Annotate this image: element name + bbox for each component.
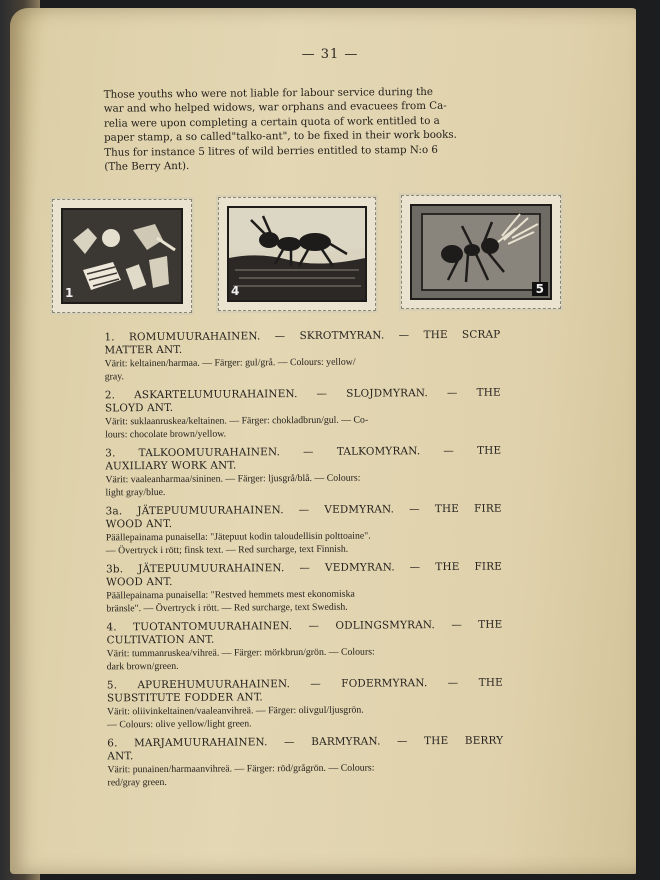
- page-number: — 31 —: [301, 47, 359, 62]
- entry-heading-line: MATTER ANT.: [104, 343, 183, 357]
- entry-colours-line: Värit: oliivinkeltainen/vaaleanvihreä. — Färger: olivgul/ljusgrön.: [107, 704, 364, 718]
- entry-heading-line: CULTIVATION ANT.: [106, 633, 215, 647]
- entry-heading-line: 2. ASKARTELUMUURAHAINEN. — SLOJDMYRAN. — THE: [104, 386, 501, 402]
- stamp-5: [401, 195, 561, 309]
- entry-colours-line: Värit: tummanruskea/vihreä. — Färger: mörkbrun/grön. — Colours:: [106, 646, 375, 660]
- list-item: [105, 387, 501, 442]
- cultivation-ant-stamp-icon: [227, 206, 367, 302]
- intro-line: Those youths who were not liable for labour service during the: [103, 85, 433, 101]
- entry-surcharge-line: bränsle". — Övertryck i rött. — Red surcharge, text Swedish.: [106, 601, 348, 615]
- entry-surcharge-line: Päällepainama punaisella: "Jätepuut kodin taloudellisin polttoaine".: [105, 530, 371, 544]
- list-item: [104, 329, 500, 384]
- intro-line: (The Berry Ant).: [104, 160, 190, 173]
- entry-colours-line: light gray/blue.: [105, 486, 166, 499]
- intro-line: war and who helped widows, war orphans and evacuees from Ca-: [103, 100, 447, 116]
- entry-heading-line: AUXILIARY WORK ANT.: [105, 459, 237, 473]
- entry-heading-line: WOOD ANT.: [105, 517, 173, 531]
- intro-line: relia were upon completing a certain quota of work entitled to a: [103, 114, 440, 130]
- stamp-1: [52, 199, 192, 313]
- entry-heading-line: 3a. JÄTEPUUMUURAHAINEN. — VEDMYRAN. — THE FIRE: [105, 502, 502, 518]
- entry-surcharge-line: Päällepainama punaisella: "Restved hemmets mest ekonomiska: [106, 588, 355, 602]
- entry-heading-line: ANT.: [107, 750, 134, 763]
- entry-colours-line: gray.: [104, 371, 124, 383]
- entry-heading-line: 1. ROMUMUURAHAINEN. — SKROTMYRAN. — THE SCRAP: [104, 328, 501, 344]
- stamp-number: 1: [65, 286, 74, 300]
- entry-colours-line: Värit: vaaleanharmaa/sininen. — Färger: ljusgrå/blå. — Colours:: [105, 472, 361, 486]
- entry-colours-line: red/gray green.: [107, 776, 167, 789]
- scrap-matter-stamp-icon: [61, 208, 183, 304]
- entry-heading-line: SUBSTITUTE FODDER ANT.: [106, 691, 263, 705]
- background-right: [636, 0, 660, 880]
- entry-heading-line: SLOYD ANT.: [104, 401, 174, 415]
- entry-heading-line: 3b. JÄTEPUUMUURAHAINEN. — VEDMYRAN. — THE FIRE: [106, 560, 503, 576]
- entry-colours-line: Värit: punainen/harmaanvihreä. — Färger: röd/grågrön. — Colours:: [107, 762, 375, 776]
- entry-colours-line: lours: chocolate brown/yellow.: [105, 428, 227, 441]
- stamp-4: [218, 197, 376, 311]
- entry-heading-line: 5. APUREHUMUURAHAINEN. — FODERMYRAN. — THE: [106, 676, 503, 692]
- intro-line: Thus for instance 5 litres of wild berries entitled to stamp N:o 6: [104, 143, 439, 159]
- entry-colours-line: dark brown/green.: [106, 660, 179, 673]
- intro-paragraph: [104, 84, 505, 174]
- entry-heading-line: 3. TALKOOMUURAHAINEN. — TALKOMYRAN. — THE: [105, 444, 502, 460]
- list-item: [105, 445, 501, 500]
- list-item: [107, 735, 503, 790]
- entry-heading-line: 4. TUOTANTOMUURAHAINEN. — ODLINGSMYRAN. — THE: [106, 618, 503, 634]
- stamp-number: 5: [532, 282, 548, 296]
- stamp-list: [104, 329, 503, 796]
- entry-heading-line: WOOD ANT.: [106, 575, 173, 589]
- list-item: [106, 503, 502, 558]
- entry-heading-line: 6. MARJAMUURAHAINEN. — BARMYRAN. — THE BERRY: [107, 734, 504, 750]
- entry-colours-line: — Colours: olive yellow/light green.: [107, 718, 252, 731]
- entry-colours-line: Värit: suklaanruskea/keltainen. — Färger: chokladbrun/gul. — Co-: [104, 414, 369, 428]
- list-item: [106, 619, 502, 674]
- stamp-number: 4: [231, 284, 240, 298]
- intro-line: paper stamp, a so called"talko-ant", to be fixed in their work books.: [104, 128, 457, 144]
- entry-surcharge-line: — Övertryck i rött; finsk text. — Red surcharge, text Finnish.: [105, 543, 349, 557]
- list-item: [106, 561, 502, 616]
- entry-colours-line: Värit: keltainen/harmaa. — Färger: gul/grå. — Colours: yellow/: [104, 356, 356, 370]
- list-item: [107, 677, 503, 732]
